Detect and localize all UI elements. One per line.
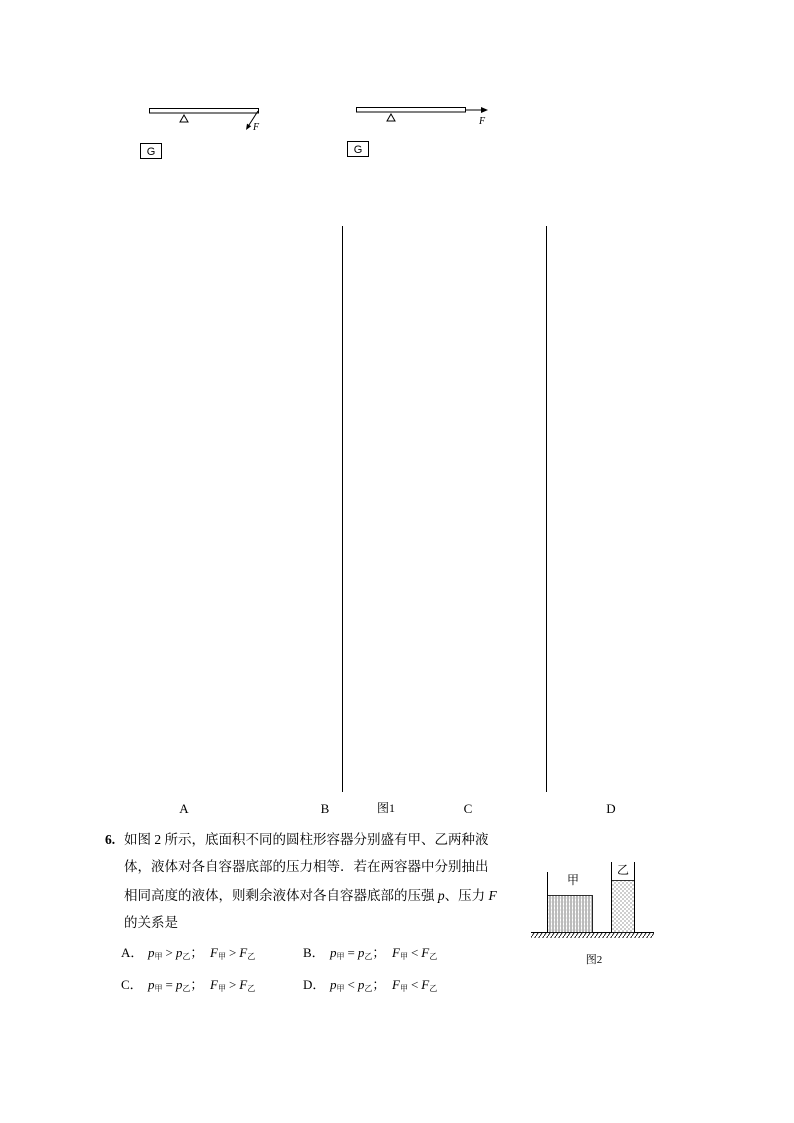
relation-sign: > (165, 945, 173, 960)
question-line-3-text: 相同高度的液体，则剩余液体对各自容器底部的压强 (124, 888, 438, 903)
force-symbol: F (421, 977, 430, 992)
question-line-3 (124, 888, 497, 904)
figure1-caption: 图1 (376, 801, 396, 815)
force-symbol: F (392, 977, 400, 992)
question-line-3-mid: 、压力 (444, 888, 489, 903)
subscript-yi: 乙 (429, 952, 438, 961)
force-relation (210, 945, 255, 960)
pressure-symbol: p (330, 945, 337, 960)
force-label: F (479, 116, 486, 127)
figure2-caption: 图2 (585, 954, 603, 966)
force-arrow-head-icon (246, 124, 251, 130)
pressure-symbol: p (330, 977, 337, 992)
subscript-jia: 甲 (399, 984, 408, 993)
option-letter: C． (121, 977, 143, 992)
subscript-yi: 乙 (429, 984, 438, 993)
liquid-jia (548, 896, 593, 933)
force-arrow-head-icon (481, 107, 488, 113)
force-relation (392, 945, 437, 960)
force-symbol: F (392, 945, 400, 960)
question-line-1: 如图 2 所示，底面积不同的圆柱形容器分别盛有甲、乙两种液 (124, 832, 489, 847)
option-d (303, 977, 437, 993)
relation-sign: > (228, 945, 237, 960)
question-number: 6. (105, 832, 116, 847)
lever-diagram-left (141, 109, 261, 159)
pressure-symbol: p (357, 945, 365, 960)
subscript-jia: 甲 (336, 984, 345, 993)
relation-sign: = (165, 977, 173, 992)
subscript-jia: 甲 (217, 984, 226, 993)
option-b (303, 945, 437, 961)
force-symbol: F (421, 945, 430, 960)
pressure-relation (330, 945, 392, 961)
force-symbol: F (210, 945, 218, 960)
subscript-yi: 乙 (247, 984, 256, 993)
pressure-symbol: p (148, 977, 155, 992)
separator: ； (190, 977, 204, 992)
subscript-yi: 乙 (182, 984, 191, 993)
option-letter: D． (303, 977, 326, 992)
relation-sign: < (347, 977, 355, 992)
separator: ； (190, 945, 204, 960)
choice-label-c: C (463, 801, 473, 816)
relation-sign: < (410, 977, 419, 992)
fulcrum-icon (387, 114, 395, 121)
choice-label-d: D (606, 801, 616, 816)
relation-sign: = (347, 945, 355, 960)
lever-diagram-right (348, 107, 489, 157)
subscript-yi: 乙 (182, 952, 191, 961)
pressure-symbol: p (175, 945, 183, 960)
separator: ； (372, 945, 386, 960)
weight-label: G (146, 146, 156, 158)
subscript-jia: 甲 (399, 952, 408, 961)
force-symbol: F (239, 945, 248, 960)
relation-sign: < (410, 945, 419, 960)
option-letter: A． (121, 945, 144, 960)
subscript-jia: 甲 (154, 952, 163, 961)
subscript-jia: 甲 (154, 984, 163, 993)
option-a (121, 945, 255, 961)
choice-label-b: B (320, 801, 330, 816)
pressure-relation (330, 977, 392, 993)
question-line-4: 的关系是 (124, 915, 178, 930)
pressure-symbol: p (437, 888, 445, 903)
pressure-symbol: p (148, 945, 155, 960)
subscript-jia: 甲 (217, 952, 226, 961)
fulcrum-icon (180, 115, 188, 122)
question-line-2: 体，液体对各自容器底部的压力相等．若在两容器中分别抽出 (124, 859, 489, 874)
pressure-relation (148, 945, 210, 961)
separator: ； (372, 977, 386, 992)
pressure-relation (148, 977, 210, 993)
weight-label: G (353, 144, 363, 156)
force-relation (210, 977, 255, 992)
subscript-yi: 乙 (364, 984, 373, 993)
container-yi-label: 乙 (616, 863, 630, 877)
choice-label-a: A (179, 801, 189, 816)
option-letter: B． (303, 945, 325, 960)
force-symbol: F (210, 977, 218, 992)
subscript-yi: 乙 (247, 952, 256, 961)
liquid-yi (612, 881, 635, 933)
container-jia-label: 甲 (566, 873, 580, 887)
force-symbol: F (488, 888, 497, 903)
lever-bar (357, 108, 466, 113)
pressure-symbol: p (357, 977, 365, 992)
lever-bar (150, 109, 259, 114)
force-relation (392, 977, 437, 992)
subscript-yi: 乙 (364, 952, 373, 961)
figure2-containers (531, 862, 654, 966)
subscript-jia: 甲 (336, 952, 345, 961)
relation-sign: > (228, 977, 237, 992)
pressure-symbol: p (175, 977, 183, 992)
option-c (121, 977, 255, 993)
force-label: F (253, 122, 260, 133)
force-symbol: F (239, 977, 248, 992)
